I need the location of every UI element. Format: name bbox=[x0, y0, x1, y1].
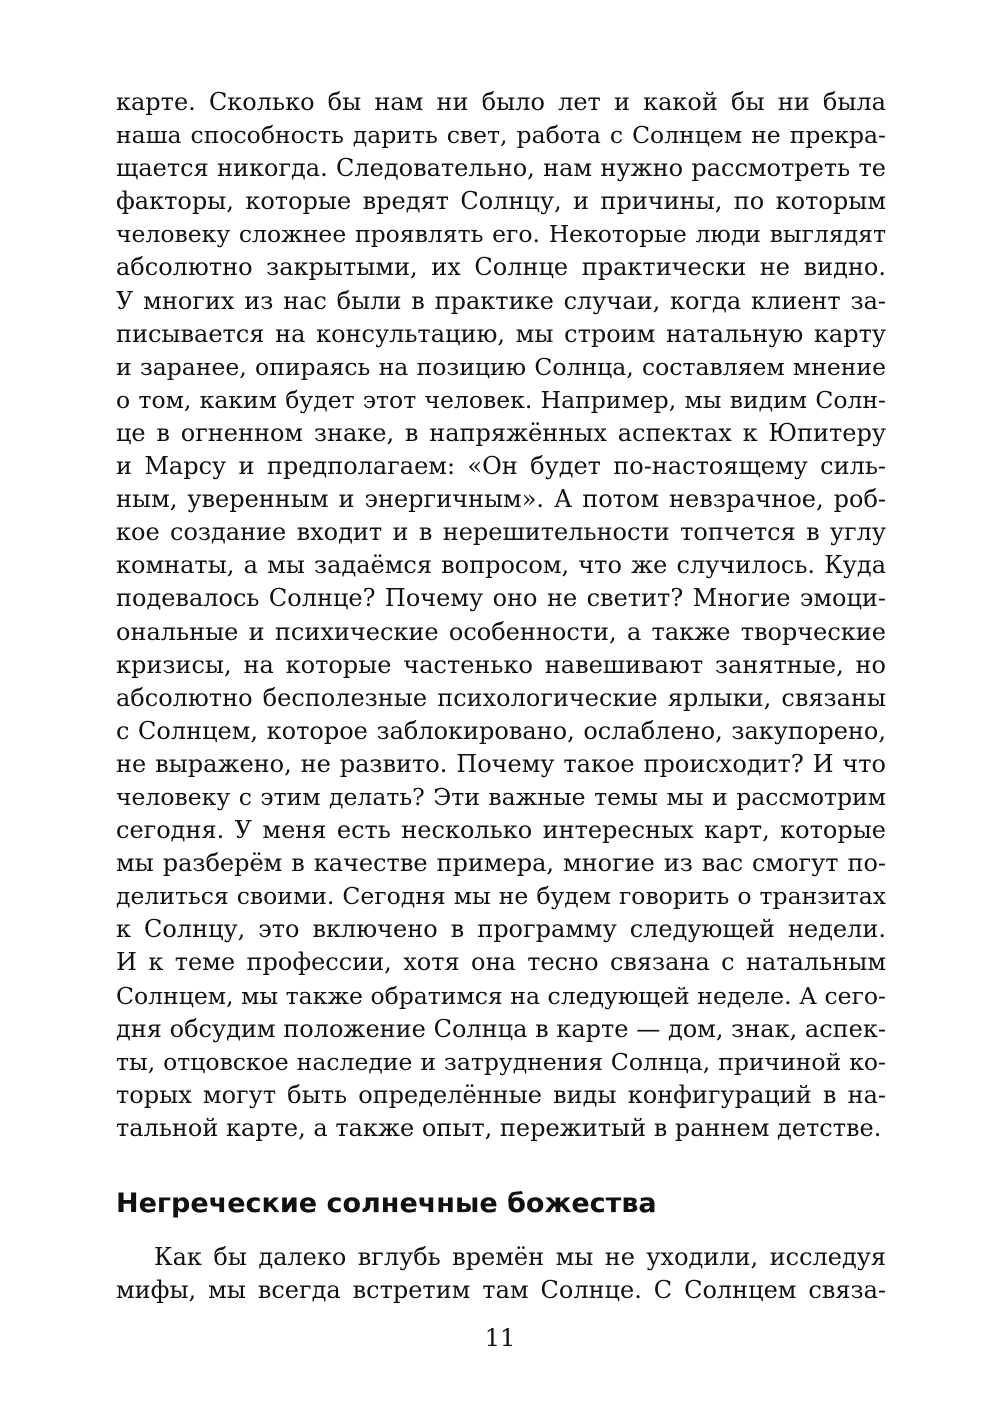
text-line: человеку сложнее проявлять его. Некоторые люди выглядят bbox=[116, 220, 886, 249]
text-line: це в огненном знаке, в напряжённых аспектах к Юпитеру bbox=[116, 418, 886, 447]
text-line: и Марсу и предполагаем: «Он будет по-настоящему силь- bbox=[116, 452, 886, 481]
text-line: торых могут быть определённые виды конфигураций в на- bbox=[116, 1080, 886, 1109]
text-line: щается никогда. Следовательно, нам нужно рассмотреть те bbox=[116, 154, 886, 183]
text-line: человеку с этим делать? Эти важные темы мы и рассмотрим bbox=[116, 782, 886, 811]
text-line: к Солнцу, это включено в программу следующей недели. bbox=[116, 915, 886, 944]
text-line: Как бы далеко вглубь времён мы не уходили, исследуя bbox=[154, 1243, 886, 1271]
text-line: писывается на консультацию, мы строим натальную карту bbox=[116, 319, 886, 348]
text-line: делиться своими. Сегодня мы не будем говорить о транзитах bbox=[116, 882, 886, 911]
text-line: ональные и психические особенности, а также творческие bbox=[116, 617, 886, 646]
text-line: абсолютно бесполезные психологические ярлыки, связаны bbox=[116, 683, 886, 712]
text-line: мифы, мы всегда встретим там Солнце. С Солнцем связа- bbox=[116, 1276, 886, 1305]
text-line: дня обсудим положение Солнца в карте — дом, знак, аспек- bbox=[116, 1014, 886, 1043]
text-line: Солнцем, мы также обратимся на следующей неделе. А сего- bbox=[116, 981, 886, 1010]
text-line: ты, отцовское наследие и затруднения Солнца, причиной ко- bbox=[116, 1047, 886, 1076]
text-line: У многих из нас были в практике случаи, когда клиент за- bbox=[116, 286, 886, 315]
text-line: ным, уверенным и энергичным». А потом невзрачное, роб- bbox=[116, 485, 886, 514]
text-line: о том, каким будет этот человек. Например, мы видим Солн- bbox=[116, 385, 886, 414]
section-heading: Негреческие солнечные божества bbox=[116, 1188, 657, 1219]
text-line: и заранее, опираясь на позицию Солнца, составляем мнение bbox=[116, 352, 886, 381]
text-line: кризисы, на которые частенько навешивают занятные, но bbox=[116, 650, 886, 679]
text-line: наша способность дарить свет, работа с Солнцем не прекра- bbox=[116, 121, 886, 150]
text-line: сегодня. У меня есть несколько интересных карт, которые bbox=[116, 816, 886, 845]
body-paragraph bbox=[116, 86, 886, 1145]
text-line: не выражено, не развито. Почему такое происходит? И что bbox=[116, 749, 886, 778]
text-line: кое создание входит и в нерешительности топчется в углу bbox=[116, 518, 886, 547]
page-number: 11 bbox=[484, 1324, 516, 1352]
text-line: комнаты, а мы задаёмся вопросом, что же случилось. Куда bbox=[116, 551, 886, 580]
text-line: абсолютно закрытыми, их Солнце практически не видно. bbox=[116, 253, 886, 282]
text-line: факторы, которые вредят Солнцу, и причины, по которым bbox=[116, 187, 886, 216]
text-line: подевалось Солнце? Почему оно не светит? Многие эмоци- bbox=[116, 584, 886, 613]
text-line: И к теме профессии, хотя она тесно связана с натальным bbox=[116, 948, 886, 977]
text-line: мы разберём в качестве примера, многие из вас смогут по- bbox=[116, 849, 886, 878]
text-line: тальной карте, а также опыт, пережитый в раннем детстве. bbox=[116, 1113, 882, 1142]
text-line: карте. Сколько бы нам ни было лет и какой бы ни была bbox=[116, 88, 886, 116]
section-paragraph bbox=[116, 1241, 886, 1307]
text-line: с Солнцем, которое заблокировано, ослаблено, закупорено, bbox=[116, 716, 886, 745]
